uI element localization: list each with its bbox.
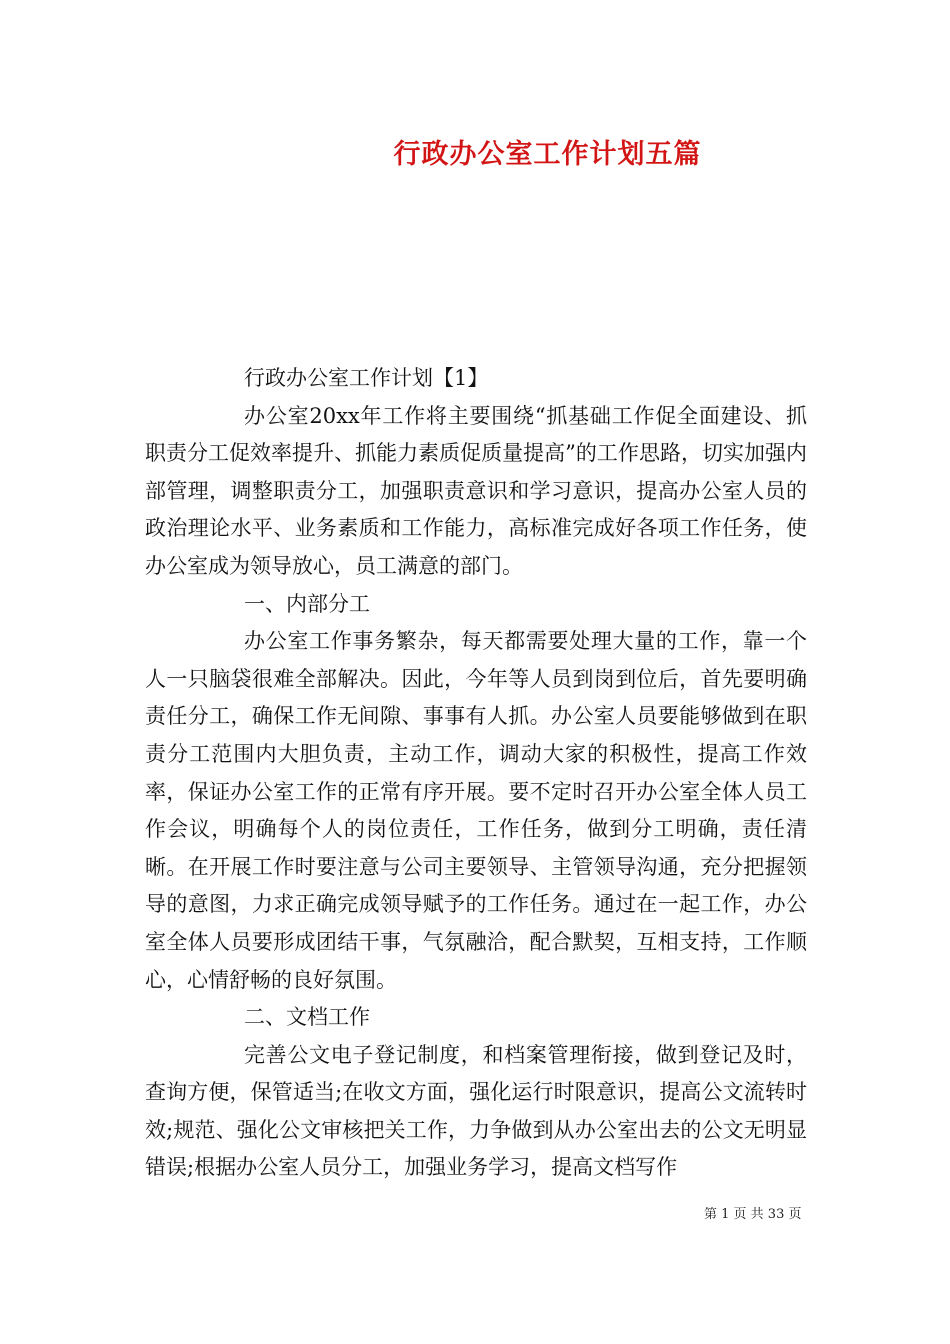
page-number: 第 1 页 共 33 页 (704, 1207, 802, 1222)
section-heading: 行政办公室工作计划【1】 (244, 366, 489, 390)
document-body (145, 360, 807, 1187)
paragraph-internal-division: 办公室工作事务繁杂，每天都需要处理大量的工作，靠一个人一只脑袋很难全部解决。因此，今年等人员到岗到位后，首先要明确责任分工，确保工作无间隙、事事有人抓。办公室人员要能够做到在职责分工范围内大胆负责，主动工作，调动大家的积极性，提高工作效率，保证办公室工作的正常有序开展。要不定时召开办公室全体人员工作会议，明确每个人的岗位责任，工作任务，做到分工明确，责任清晰。在开展工作时要注意与公司主要领导、主管领导沟通，充分把握领导的意图，力求正确完成领导赋予的工作任务。通过在一起工作，办公室全体人员要形成团结干事，气氛融洽，配合默契，互相支持，工作顺心，心情舒畅的良好氛围。 (145, 629, 807, 992)
paragraph-document-work: 完善公文电子登记制度，和档案管理衔接，做到登记及时，查询方便，保管适当;在收文方面，强化运行时限意识，提高公文流转时效;规范、强化公文审核把关工作，力争做到从办公室出去的公文无明显错误;根据办公室人员分工，加强业务学习，提高文档写作 (145, 1042, 807, 1180)
document-title: 行政办公室工作计划五篇 (393, 139, 702, 170)
heading-document-work: 二、文档工作 (244, 1005, 370, 1030)
heading-internal-division: 一、内部分工 (244, 591, 370, 616)
intro-paragraph: 办公室20xx年工作将主要围绕“抓基础工作促全面建设、抓职责分工促效率提升、抓能力素质促质量提高”的工作思路，切实加强内部管理，调整职责分工，加强职责意识和学习意识，提高办公室人员的政治理论水平、业务素质和工作能力，高标准完成好各项工作任务，使办公室成为领导放心，员工满意的部门。 (145, 403, 807, 578)
